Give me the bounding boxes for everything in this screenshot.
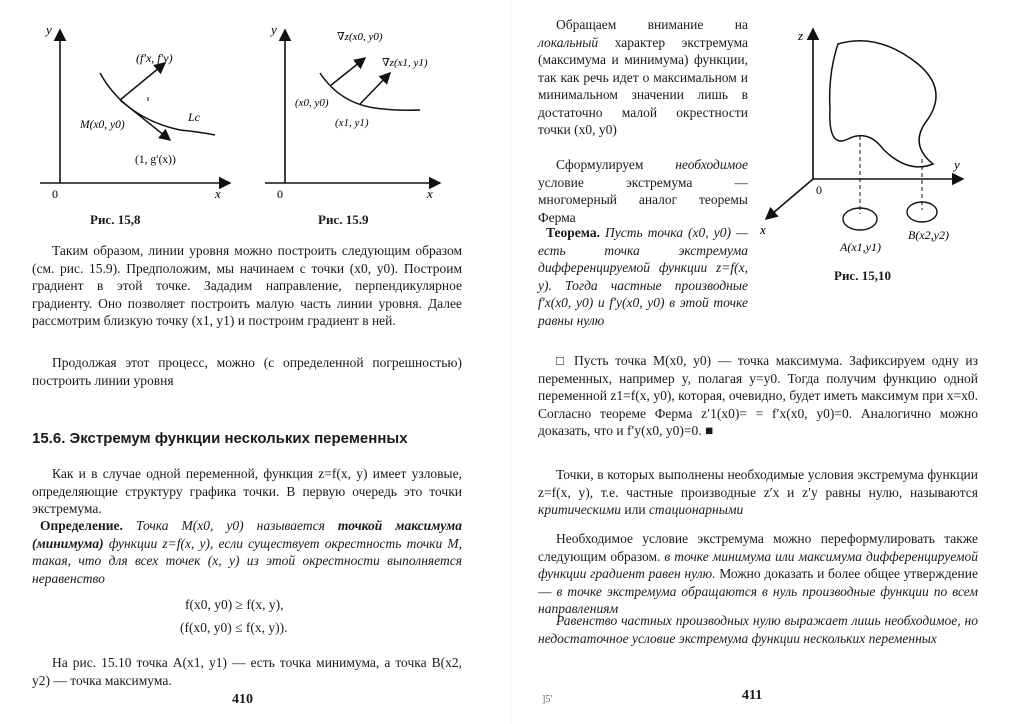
text: Точки, в которых выполнены необходимые условия экстремума функции z=f(x, y), т.е. частные производные z′x и z′y равны нулю, называются bbox=[538, 467, 978, 500]
paragraph-continue: Продолжая этот процесс, можно (с определенной погрешностью) построить линии уровня bbox=[32, 355, 462, 388]
origin-label: 0 bbox=[816, 183, 822, 197]
text: Необходимое условие экстремума можно переформулировать также следующим образом. bbox=[538, 531, 978, 564]
page-mark: ]5' bbox=[542, 694, 553, 705]
emph-stationary: стационарными bbox=[648, 502, 744, 517]
gradient-arrow bbox=[120, 63, 165, 100]
paragraph-intro: Как и в случае одной переменной, функция z=f(x, y) имеет узловые, определяющие структуру графика точки. В первую очередь это точки экстремума. bbox=[32, 466, 462, 516]
paragraph-final: Равенство частных производных нулю выражает лишь необходимое, но недостаточное условие экстремума функции нескольких переменных bbox=[538, 613, 978, 646]
gradient-arrow-1 bbox=[360, 73, 390, 104]
x-axis-label: x bbox=[215, 186, 221, 201]
left-page bbox=[0, 0, 500, 724]
gradient-arrow-0 bbox=[330, 58, 365, 86]
page-number-right: 411 bbox=[742, 688, 763, 703]
theorem-text: Пусть точка (x0, y0) — есть точка экстремума дифференцируемой функции z=f(x, y). Тогда частные производные f′x(x0, y0) и f′y(x0, y0) в этой точке равны нулю bbox=[538, 225, 748, 328]
x-axis-label: x bbox=[760, 222, 766, 237]
text: Обращаем внимание на bbox=[556, 17, 748, 32]
tangent-arrow bbox=[120, 100, 170, 140]
emph-critical: критическими bbox=[538, 502, 621, 517]
curve-label: Lc bbox=[188, 110, 200, 124]
formula-min: (f(x0, y0) ≤ f(x, y)). bbox=[180, 620, 288, 635]
definition-text: Точка M(x0, y0) называется bbox=[135, 518, 325, 533]
x-axis bbox=[766, 179, 813, 219]
figure-15-8 bbox=[30, 18, 250, 228]
figure-15-10-caption: Рис. 15,10 bbox=[834, 268, 891, 283]
origin-label: 0 bbox=[277, 187, 283, 201]
p1-label: (x1, y1) bbox=[335, 117, 369, 129]
paragraph-level-lines: Таким образом, линии уровня можно построить следующим образом (см. рис. 15.9). Предположим, мы начинаем с точки (x0, y0). Построим градиент в этой точке. Зададим направление, перпендикулярное градиенту. Оно позволяет построить малую часть линии уровня. Далее рассмотрим близкую точку (x1, y1) и построим градиент в ней. bbox=[32, 243, 462, 328]
p0-label: (x0, y0) bbox=[295, 97, 329, 109]
text: или bbox=[624, 502, 646, 517]
origin-label: 0 bbox=[52, 187, 58, 201]
definition bbox=[32, 517, 462, 587]
figure-15-8-caption: Рис. 15,8 bbox=[90, 212, 141, 227]
paragraph-local bbox=[538, 16, 748, 139]
point-label: M(x0, y0) bbox=[80, 119, 125, 131]
paragraph-figure-ref: На рис. 15.10 точка A(x1, y1) — есть точка минимума, а точка B(x2, y2) — точка максимума. bbox=[32, 655, 462, 688]
y-axis-label: y bbox=[954, 157, 960, 172]
surface bbox=[830, 41, 936, 167]
z-axis-label: z bbox=[798, 28, 804, 43]
page-number-left: 410 bbox=[232, 692, 253, 707]
theorem-label: Теорема. bbox=[546, 225, 600, 240]
right-page bbox=[520, 0, 1024, 724]
figure-15-10 bbox=[758, 14, 978, 274]
label-b: B(x2,y2) bbox=[908, 228, 949, 242]
grad0-label: ∇z(x0, y0) bbox=[337, 31, 383, 43]
proof: □ Пусть точка M(x0, y0) — точка максимума. Зафиксируем одну из переменных, например y, полагая y=y0. Тогда получим функцию одной переменной z1=f(x, y0), которая, очевидно, будет иметь максимум при x=x0. Согласно теореме Ферма z′1(x0)= = f′x(x0, y0)=0. Аналогично можно доказать, что и f′y(x0, y0)=0. ■ bbox=[538, 353, 978, 438]
definition-label: Определение. bbox=[40, 518, 123, 533]
text: условие экстремума — многомерный аналог теоремы Ферма bbox=[538, 174, 748, 225]
emph-gradient: в точке минимума или максимума дифференцируемой функции градиент равен нулю. bbox=[538, 548, 979, 581]
emph-directions: в точке экстремума обращаются в нуль производные функции по всем направлениям bbox=[538, 583, 978, 616]
formula-max: f(x0, y0) ≥ f(x, y), bbox=[185, 597, 284, 612]
definition-rest: функции z=f(x, y), если существует окрестность точки M, такая, что для всех точек (x, y) из этой окрестности выполняется неравенство bbox=[32, 535, 463, 586]
x-axis-label: x bbox=[427, 186, 433, 201]
definition-term: точкой максимума (минимума) bbox=[32, 518, 463, 551]
section-title: 15.6. Экстремум функции нескольких переменных bbox=[32, 430, 408, 447]
spine-divider bbox=[510, 0, 511, 724]
text: Можно доказать и более общее утверждение — bbox=[538, 566, 978, 599]
emph-local: локальный bbox=[538, 34, 599, 50]
label-a: A(x1,y1) bbox=[840, 240, 881, 254]
point-a-region bbox=[843, 208, 877, 230]
paragraph-reformulate bbox=[538, 530, 978, 618]
emph-necessary: необходимое bbox=[675, 157, 748, 172]
text: характер экстремума (максимума и минимума) функции, так как речь идет о максимальном и минимальном значении лишь в достаточно малой окрестности точки (x0, y0) bbox=[538, 34, 749, 137]
direction-label: (1, g′(x)) bbox=[135, 154, 176, 166]
paragraph-critical bbox=[538, 466, 978, 519]
level-curve bbox=[320, 73, 420, 110]
y-axis-label: y bbox=[271, 22, 277, 37]
theorem bbox=[538, 224, 748, 329]
paragraph-necessary bbox=[538, 156, 748, 226]
figure-15-9-caption: Рис. 15.9 bbox=[318, 212, 369, 227]
gradient-label: (f′x, f′y) bbox=[136, 51, 173, 65]
y-axis-label: y bbox=[46, 22, 52, 37]
text: Сформулируем bbox=[556, 157, 644, 172]
grad1-label: ∇z(x1, y1) bbox=[382, 57, 428, 69]
figure-15-9 bbox=[255, 18, 455, 228]
